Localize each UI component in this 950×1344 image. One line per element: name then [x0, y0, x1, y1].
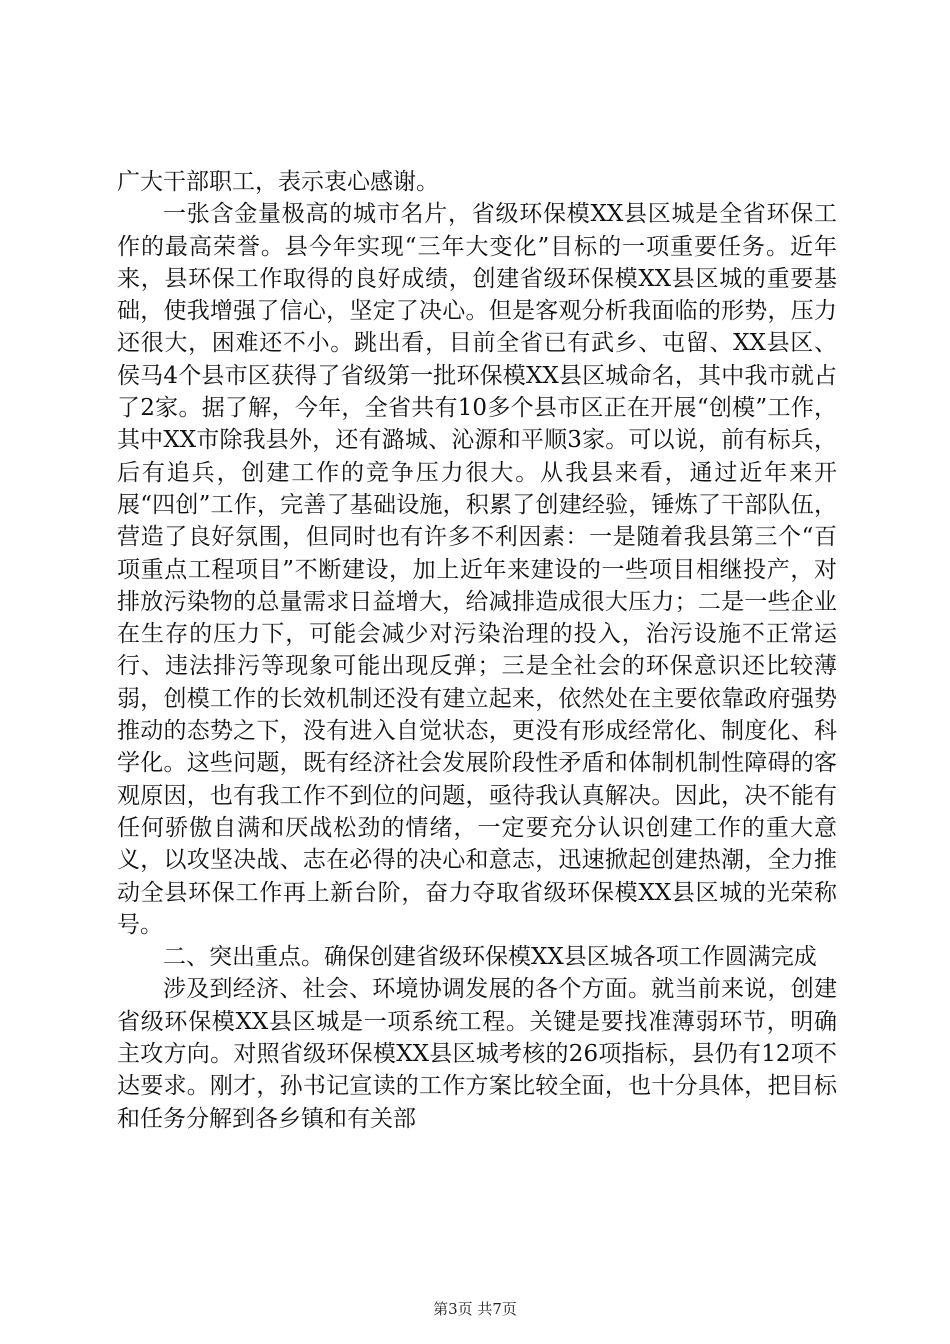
- paragraph-1: 广大干部职工，表示衷心感谢。: [117, 169, 439, 195]
- paragraph-4: 涉及到经济、社会、环境协调发展的各个方面。就当前来说，创建省级环保模XX县区城是一项系统工程。关键是要找准薄弱环节，明确主攻方向。对照省级环保模XX县区城考核的26项指标，县仍有12项不达要求。刚才，孙书记宣读的工作方案比较全面，也十分具体，把目标和任务分解到各乡镇和有关部: [117, 976, 837, 1132]
- page-footer: 第3页 共7页: [433, 1300, 517, 1318]
- section-heading-2: 二、突出重点。确保创建省级环保模XX县区城各项工作圆满完成: [163, 944, 817, 971]
- paragraph-2: 一张含金量极高的城市名片，省级环保模XX县区城是全省环保工作的最高荣誉。县今年实现“三年大变化”目标的一项重要任务。近年来，县环保工作取得的良好成绩，创建省级环保模XX县区城的重要基础，使我增强了信心，坚定了决心。但是客观分析我面临的形势，压力还很大，困难还不小。跳出看，目前全省已有武乡、屯留、XX县区、侯马4个县市区获得了省级第一批环保模XX县区城命名，其中我市就占了2家。据了解，今年，全省共有10多个县市区正在开展“创模”工作，其中XX市除我县外，还有潞城、沁源和平顺3家。可以说，前有标兵，后有追兵，创建工作的竞争压力很大。从我县来看，通过近年来开展“四创”工作，完善了基础设施，积累了创建经验，锤炼了干部队伍，营造了良好氛围，但同时也有许多不利因素：一是随着我县第三个“百项重点工程项目”不断建设，加上近年来建设的一些项目相继投产，对排放污染物的总量需求日益增大，给减排造成很大压力；二是一些企业在生存的压力下，可能会减少对污染治理的投入，治污设施不正常运行、违法排污等现象可能出现反弹；三是全社会的环保意识还比较薄弱，创模工作的长效机制还没有建立起来，依然处在主要依靠政府强势推动的态势之下，没有进入自觉状态，更没有形成经常化、制度化、科学化。这些问题，既有经济社会发展阶段性矛盾和体制机制性障碍的客观原因，也有我工作不到位的问题，亟待我认真解决。因此，决不能有任何骄傲自满和厌战松劲的情绪，一定要充分认识创建工作的重大意义，以攻坚决战、志在必得的决心和意志，迅速掀起创建热潮，全力推动全县环保工作再上新台阶，奋力夺取省级环保模XX县区城的光荣称号。: [117, 201, 837, 938]
- document-body: [117, 166, 837, 1135]
